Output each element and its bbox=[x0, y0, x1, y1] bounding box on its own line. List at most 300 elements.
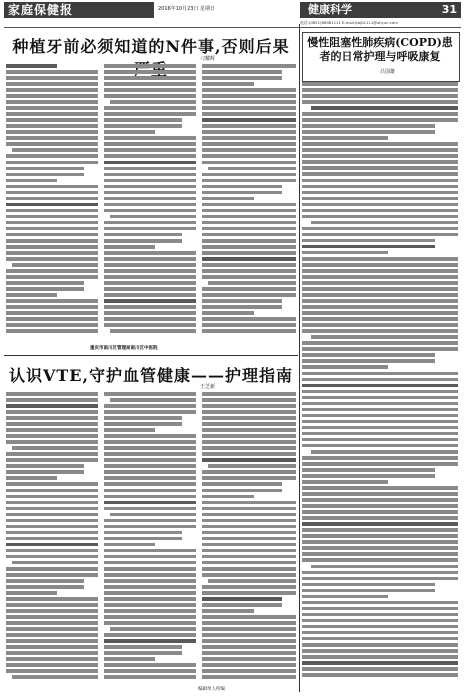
text-line bbox=[302, 299, 458, 303]
text-line bbox=[104, 537, 182, 541]
text-line bbox=[104, 573, 196, 577]
text-line bbox=[6, 579, 84, 583]
text-line bbox=[202, 263, 296, 267]
text-line bbox=[302, 88, 458, 92]
text-line bbox=[202, 567, 296, 571]
text-line bbox=[6, 76, 98, 80]
text-line bbox=[6, 130, 98, 134]
text-line bbox=[302, 552, 458, 556]
text-line bbox=[104, 76, 196, 80]
text-line bbox=[202, 410, 296, 414]
text-line bbox=[104, 305, 196, 309]
text-line bbox=[104, 221, 196, 225]
article-3-title: 慢性阻塞性肺疾病(COPD)患者的日常护理与呼吸康复 bbox=[307, 36, 453, 63]
text-line bbox=[302, 480, 388, 484]
text-line bbox=[104, 64, 196, 68]
text-line bbox=[302, 667, 458, 671]
text-line bbox=[302, 456, 458, 460]
text-line bbox=[202, 148, 296, 152]
text-line bbox=[104, 136, 196, 140]
text-line bbox=[302, 607, 458, 611]
text-line bbox=[302, 227, 458, 231]
text-line bbox=[104, 404, 196, 408]
text-line bbox=[202, 215, 296, 219]
text-line bbox=[6, 476, 57, 480]
text-line bbox=[6, 64, 57, 68]
text-line bbox=[202, 440, 296, 444]
text-line bbox=[6, 416, 98, 420]
text-line bbox=[302, 353, 435, 357]
text-line bbox=[104, 495, 196, 499]
text-line bbox=[302, 365, 388, 369]
text-line bbox=[302, 215, 458, 219]
text-line bbox=[6, 464, 84, 468]
text-line bbox=[302, 619, 458, 623]
text-line bbox=[202, 543, 296, 547]
text-line bbox=[202, 76, 282, 80]
text-line bbox=[302, 432, 458, 436]
article-2-column-1 bbox=[6, 392, 98, 684]
text-line bbox=[6, 118, 98, 122]
text-line bbox=[202, 392, 296, 396]
text-line bbox=[202, 161, 296, 165]
text-line bbox=[104, 323, 196, 327]
text-line bbox=[104, 124, 182, 128]
text-line bbox=[302, 390, 458, 394]
article-1-column-1 bbox=[6, 64, 98, 342]
text-line bbox=[302, 426, 458, 430]
text-line bbox=[6, 82, 98, 86]
text-line bbox=[104, 651, 182, 655]
text-line bbox=[6, 434, 98, 438]
text-line bbox=[104, 257, 196, 261]
text-line bbox=[302, 402, 458, 406]
text-line bbox=[104, 251, 196, 255]
text-line bbox=[104, 657, 155, 661]
text-line bbox=[6, 651, 98, 655]
text-line bbox=[202, 482, 282, 486]
text-line bbox=[6, 585, 84, 589]
text-line bbox=[302, 577, 458, 581]
text-line bbox=[6, 501, 98, 505]
text-line bbox=[302, 673, 458, 677]
text-line bbox=[6, 227, 98, 231]
text-line bbox=[202, 428, 296, 432]
text-line bbox=[302, 492, 458, 496]
text-line bbox=[6, 209, 98, 213]
text-line bbox=[302, 486, 458, 490]
text-line bbox=[6, 173, 84, 177]
text-line bbox=[202, 311, 254, 315]
text-line bbox=[104, 154, 196, 158]
text-line bbox=[302, 124, 435, 128]
text-line bbox=[302, 317, 458, 321]
text-line bbox=[6, 555, 98, 559]
text-line bbox=[104, 142, 196, 146]
article-2-column-2 bbox=[104, 392, 196, 684]
text-line bbox=[6, 440, 98, 444]
text-line bbox=[202, 603, 282, 607]
text-line bbox=[302, 118, 458, 122]
text-line bbox=[104, 440, 196, 444]
text-line bbox=[302, 311, 458, 315]
text-line bbox=[104, 645, 182, 649]
column-divider bbox=[299, 24, 300, 692]
text-line bbox=[302, 474, 435, 478]
text-line bbox=[202, 94, 296, 98]
text-line bbox=[104, 452, 196, 456]
text-line bbox=[6, 404, 98, 408]
text-line bbox=[6, 311, 98, 315]
text-line bbox=[202, 525, 296, 529]
contact-line: 电话:(0851)86981111 E-mail:jtbjb1111@aliyun.com bbox=[300, 20, 398, 25]
text-line bbox=[104, 446, 196, 450]
text-line bbox=[6, 489, 98, 493]
text-line bbox=[202, 531, 296, 535]
text-line bbox=[104, 263, 196, 267]
text-line bbox=[311, 335, 458, 339]
text-line bbox=[6, 495, 98, 499]
text-line bbox=[104, 603, 196, 607]
text-line bbox=[302, 209, 458, 213]
text-line bbox=[6, 203, 98, 207]
text-line bbox=[6, 70, 98, 74]
text-line bbox=[104, 275, 196, 279]
text-line bbox=[202, 64, 296, 68]
text-line bbox=[202, 597, 282, 601]
text-line bbox=[302, 185, 458, 189]
text-line bbox=[6, 287, 84, 291]
footer-note: 编辑单人所编 bbox=[198, 687, 225, 692]
text-line bbox=[104, 615, 196, 619]
text-line bbox=[104, 167, 196, 171]
text-line bbox=[202, 645, 296, 649]
text-line bbox=[202, 627, 296, 631]
text-line bbox=[110, 627, 196, 631]
text-line bbox=[104, 299, 196, 303]
text-line bbox=[104, 191, 196, 195]
text-line bbox=[302, 191, 458, 195]
text-line bbox=[202, 549, 296, 553]
text-line bbox=[202, 519, 296, 523]
text-line bbox=[302, 275, 458, 279]
text-line bbox=[202, 100, 296, 104]
text-line bbox=[302, 233, 458, 237]
text-line bbox=[302, 269, 458, 273]
text-line bbox=[104, 311, 196, 315]
text-line bbox=[202, 233, 296, 237]
text-line bbox=[110, 215, 196, 219]
text-line bbox=[202, 299, 282, 303]
text-line bbox=[6, 639, 98, 643]
text-line bbox=[202, 136, 296, 140]
text-line bbox=[6, 100, 98, 104]
text-line bbox=[208, 281, 296, 285]
section-label-left bbox=[4, 2, 154, 18]
text-line bbox=[202, 422, 296, 426]
text-line bbox=[202, 651, 296, 655]
text-line bbox=[12, 675, 98, 679]
text-line bbox=[6, 549, 98, 553]
text-line bbox=[302, 498, 458, 502]
text-line bbox=[104, 489, 196, 493]
text-line bbox=[202, 513, 296, 517]
text-line bbox=[104, 669, 196, 673]
text-line bbox=[104, 633, 196, 637]
text-line bbox=[302, 384, 458, 388]
text-line bbox=[104, 519, 196, 523]
text-line bbox=[302, 245, 435, 249]
text-line bbox=[104, 173, 196, 177]
text-line bbox=[302, 305, 458, 309]
page-number: 31 bbox=[441, 3, 457, 16]
text-line bbox=[6, 392, 98, 396]
text-line bbox=[202, 251, 296, 255]
text-line bbox=[302, 347, 458, 351]
header-rule bbox=[4, 27, 461, 28]
text-line bbox=[6, 519, 98, 523]
text-line bbox=[302, 655, 458, 659]
text-line bbox=[311, 565, 458, 569]
text-line bbox=[104, 392, 196, 396]
text-line bbox=[302, 516, 458, 520]
text-line bbox=[104, 579, 196, 583]
text-line bbox=[202, 609, 254, 613]
text-line bbox=[202, 124, 296, 128]
text-line bbox=[6, 257, 98, 261]
text-line bbox=[302, 251, 388, 255]
text-line bbox=[6, 513, 98, 517]
text-line bbox=[12, 263, 98, 267]
text-line bbox=[6, 669, 98, 673]
text-line bbox=[104, 70, 196, 74]
text-line bbox=[6, 293, 57, 297]
text-line bbox=[6, 531, 98, 535]
text-line bbox=[202, 227, 296, 231]
text-line bbox=[302, 414, 458, 418]
text-line bbox=[104, 245, 155, 249]
text-line bbox=[202, 197, 254, 201]
text-line bbox=[6, 398, 98, 402]
text-line bbox=[6, 124, 98, 128]
text-line bbox=[202, 452, 296, 456]
text-line bbox=[6, 106, 98, 110]
text-line bbox=[6, 305, 98, 309]
text-line bbox=[104, 470, 196, 474]
text-line bbox=[311, 450, 458, 454]
text-line bbox=[6, 191, 98, 195]
text-line bbox=[104, 269, 196, 273]
text-line bbox=[110, 100, 196, 104]
text-line bbox=[6, 597, 98, 601]
text-line bbox=[202, 221, 296, 225]
text-line bbox=[202, 142, 296, 146]
text-line bbox=[110, 513, 196, 517]
text-line bbox=[6, 482, 98, 486]
text-line bbox=[6, 645, 98, 649]
text-line bbox=[302, 172, 458, 176]
text-line bbox=[202, 633, 296, 637]
text-line bbox=[6, 323, 98, 327]
text-line bbox=[104, 663, 196, 667]
text-line bbox=[6, 525, 98, 529]
text-line bbox=[104, 239, 182, 243]
text-line bbox=[202, 591, 296, 595]
text-line bbox=[12, 446, 98, 450]
text-line bbox=[302, 637, 458, 641]
text-line bbox=[6, 136, 98, 140]
text-line bbox=[302, 82, 458, 86]
text-line bbox=[302, 263, 458, 267]
text-line bbox=[104, 148, 196, 152]
text-line bbox=[6, 537, 98, 541]
text-line bbox=[6, 251, 98, 255]
text-line bbox=[12, 148, 98, 152]
section-label-right bbox=[300, 2, 461, 18]
text-line bbox=[302, 444, 458, 448]
text-line bbox=[302, 130, 435, 134]
text-line bbox=[302, 257, 458, 261]
text-line bbox=[6, 657, 98, 661]
text-line bbox=[302, 571, 458, 575]
text-line bbox=[104, 410, 196, 414]
text-line bbox=[104, 434, 196, 438]
text-line bbox=[202, 615, 296, 619]
text-line bbox=[202, 416, 296, 420]
text-line bbox=[202, 663, 296, 667]
text-line bbox=[202, 458, 296, 462]
text-line bbox=[302, 239, 435, 243]
text-line bbox=[6, 621, 98, 625]
text-line bbox=[6, 627, 98, 631]
article-1-column-2 bbox=[104, 64, 196, 342]
text-line bbox=[104, 476, 196, 480]
article-2-author: 王芝新 bbox=[200, 384, 216, 390]
text-line bbox=[202, 257, 296, 261]
text-line bbox=[104, 543, 155, 547]
text-line bbox=[110, 329, 196, 333]
text-line bbox=[6, 269, 98, 273]
text-line bbox=[302, 661, 458, 665]
text-line bbox=[202, 537, 296, 541]
text-line bbox=[302, 179, 458, 183]
text-line bbox=[302, 625, 458, 629]
text-line bbox=[104, 130, 155, 134]
text-line bbox=[6, 428, 98, 432]
article-separator bbox=[4, 355, 298, 356]
text-line bbox=[6, 221, 98, 225]
text-line bbox=[302, 293, 458, 297]
text-line bbox=[302, 100, 458, 104]
text-line bbox=[6, 609, 98, 613]
text-line bbox=[104, 639, 196, 643]
text-line bbox=[302, 522, 458, 526]
text-line bbox=[104, 464, 196, 468]
text-line bbox=[104, 185, 196, 189]
article-1-title: 种植牙前必须知道的N件事,否则后果 bbox=[12, 37, 290, 56]
text-line bbox=[202, 573, 296, 577]
text-line bbox=[202, 501, 296, 505]
text-line bbox=[202, 489, 282, 493]
text-line bbox=[202, 275, 296, 279]
text-line bbox=[104, 227, 196, 231]
text-line bbox=[104, 531, 182, 535]
text-line bbox=[104, 591, 196, 595]
text-line bbox=[6, 281, 84, 285]
text-line bbox=[202, 209, 296, 213]
text-line bbox=[202, 398, 296, 402]
text-line bbox=[104, 209, 196, 213]
text-line bbox=[6, 154, 98, 158]
text-line bbox=[302, 420, 458, 424]
text-line bbox=[104, 112, 196, 116]
article-1-source: 重庆市南川区管理局南川区中医院 bbox=[90, 346, 158, 351]
text-line bbox=[104, 416, 182, 420]
text-line bbox=[6, 615, 98, 619]
text-line bbox=[104, 197, 196, 201]
text-line bbox=[302, 462, 458, 466]
text-line bbox=[302, 359, 435, 363]
text-line bbox=[202, 179, 296, 183]
text-line bbox=[302, 148, 458, 152]
text-line bbox=[302, 540, 458, 544]
text-line bbox=[6, 458, 98, 462]
text-line bbox=[6, 329, 98, 333]
text-line bbox=[104, 458, 196, 462]
text-line bbox=[104, 94, 196, 98]
text-line bbox=[302, 112, 458, 116]
text-line bbox=[6, 573, 98, 577]
text-line bbox=[104, 609, 196, 613]
text-line bbox=[6, 591, 57, 595]
article-2-title: 认识VTE,守护血管健康——护理指南 bbox=[8, 366, 294, 385]
text-line bbox=[202, 555, 296, 559]
text-line bbox=[202, 154, 296, 158]
text-line bbox=[202, 293, 296, 297]
text-line bbox=[302, 643, 458, 647]
text-line bbox=[202, 70, 282, 74]
text-line bbox=[104, 82, 196, 86]
text-line bbox=[202, 269, 296, 273]
text-line bbox=[202, 106, 296, 110]
text-line bbox=[104, 561, 196, 565]
text-line bbox=[302, 323, 458, 327]
text-line bbox=[302, 601, 458, 605]
text-line bbox=[311, 221, 458, 225]
text-line bbox=[202, 82, 254, 86]
text-line bbox=[202, 434, 296, 438]
text-line bbox=[202, 669, 296, 673]
text-line bbox=[104, 287, 196, 291]
text-line bbox=[202, 239, 296, 243]
article-3-body bbox=[302, 82, 458, 686]
text-line bbox=[208, 464, 296, 468]
text-line bbox=[6, 185, 98, 189]
text-line bbox=[202, 657, 296, 661]
text-line bbox=[302, 510, 458, 514]
text-line bbox=[104, 501, 196, 505]
text-line bbox=[202, 446, 296, 450]
text-line bbox=[12, 561, 98, 565]
text-line bbox=[104, 88, 196, 92]
text-line bbox=[202, 476, 296, 480]
text-line bbox=[104, 482, 196, 486]
text-line bbox=[104, 567, 196, 571]
text-line bbox=[302, 329, 458, 333]
text-line bbox=[202, 495, 254, 499]
text-line bbox=[302, 154, 458, 158]
text-line bbox=[302, 438, 458, 442]
